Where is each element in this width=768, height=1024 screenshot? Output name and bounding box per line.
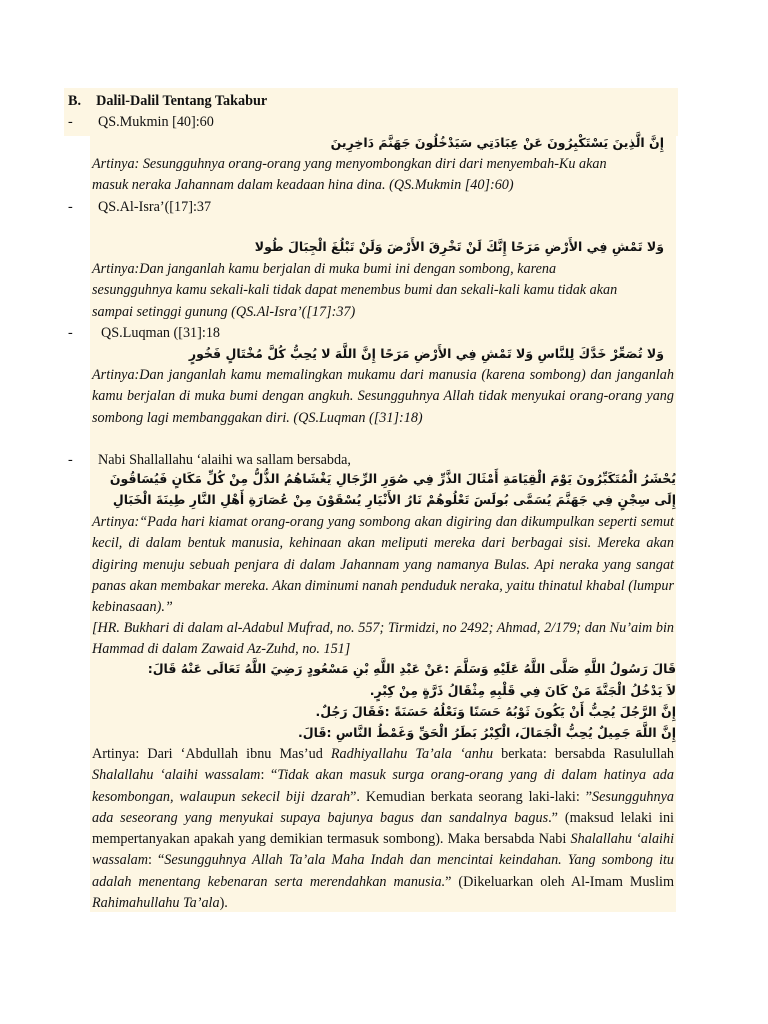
verse-ref-luqman: - QS.Luqman ([31]:18 [68, 325, 221, 341]
translation-luqman: Artinya:Dan janganlah kamu memalingkan mukamu dari manusia (karena sombong) dan janganlah kamu berjalan di muka bumi dengan angkuh. Sesungguhnya Allah tidak menyukai orang-orang yang sombong lagi membanggakan diri. (QS.Luqman ([31]:18) [92, 367, 674, 426]
arabic-mukmin: إِنَّ الَّذِينَ يَسْتَكْبِرُونَ عَنْ عِبَادَتِي سَيَدْخُلُونَ جَهَنَّمَ دَاخِرِينَ [330, 135, 664, 150]
hadith1-arabic-1: يُحْشَرُ الْمُتَكَبِّرُونَ يَوْمَ الْقِيَامَةِ أَمْثَالَ الذَّرِّ فِي صُوَرِ الرِّجَالِ يَغْشَاهُمُ الذُّلُّ مِنْ كُلِّ مَكَانٍ فَيُسَاقُونَ [109, 471, 676, 486]
hadith1-source: [HR. Bukhari di dalam al-Adabul Mufrad, no. 557; Tirmidzi, no 2492; Ahmad, 2/179; dan Nu’aim bin Hammad di dalam Zawaid Az-Zuhd, no. 151] [92, 620, 674, 658]
arabic-isra: وَلا تَمْشِ فِي الأَرْضِ مَرَحًا إِنَّكَ لَنْ تَخْرِقَ الأَرْضَ وَلَنْ تَبْلُغَ الْجِبَالَ طُولا [254, 239, 664, 254]
section-title: Dalil-Dalil Tentang Takabur [96, 93, 268, 109]
translation-isra: Artinya:Dan janganlah kamu berjalan di muka bumi ini dengan sombong, karena sesungguhnya kamu sekali-kali tidak dapat menembus bumi dan sekali-kali kamu tidak akan sampai setinggi gunung (QS.Al-Isra’([17]:37) [92, 261, 618, 320]
hadith1-arabic-2: إِلَى سِجْنٍ فِي جَهَنَّمَ يُسَمَّى بُولَسَ تَعْلُوهُمْ نَارُ الأَنْيَارِ يُسْقَوْنَ مِنْ عُصَارَةِ أَهْلِ النَّارِ طِينَةَ الْخَبَالِ [112, 492, 676, 507]
hadith2-arabic-2: لاَ يَدْخُلُ الْجَنَّةَ مَنْ كَانَ فِي قَلْبِهِ مِثْقَالُ ذَرَّةٍ مِنْ كِبْرٍ. [369, 683, 676, 698]
hadith2-arabic-3: إِنَّ الرَّجُلَ يُحِبُّ أَنْ يَكُونَ ثَوْبُهُ حَسَنًا وَنَعْلُهُ حَسَنَةً :فَقَالَ رَجُلٌ. [315, 704, 676, 719]
hadith2-translation: Artinya: Dari ‘Abdullah ibnu Mas’ud Radhiyallahu Ta’ala ‘anhu berkata: bersabda Rasulullah Shalallahu ‘alaihi wassalam: “Tidak akan masuk surga orang-orang yang di dalam hatinya ada kesombongan, walaupun sekecil biji dzarah”. Kemudian berkata seorang laki-laki: ”Sesungguhnya ada seseorang yang menyukai supaya bajunya bagus dan sandalnya bagus.” (maksud lelaki ini mempertanyakan apakah yang demikian termasuk sombong). Maka bersabda Nabi Shalallahu ‘alaihi wassalam: “Sesungguhnya Allah Ta’ala Maha Indah dan mencintai keindahan. Yang sombong itu adalah menentang kebenaran serta merendahkan manusia.” (Dikeluarkan oleh Al-Imam Muslim Rahimahullahu Ta’ala). [92, 746, 675, 912]
section-letter: B. [68, 93, 82, 109]
translation-mukmin: Artinya: Sesungguhnya orang-orang yang menyombongkan diri dari menyembah-Ku akan masuk neraka Jahannam dalam keadaan hina dina. (QS.Mukmin [40]:60) [92, 156, 607, 194]
section-heading [68, 91, 267, 112]
hadith2-arabic-4: إِنَّ اللَّهَ جَمِيلٌ يُحِبُّ الْجَمَالَ، الْكِبْرُ بَطَرُ الْحَقِّ وَغَمْطُ النَّاسِ :قَالَ. [298, 725, 676, 740]
verse-ref-mukmin: - QS.Mukmin [40]:60 [68, 114, 214, 130]
hadith1-translation: Artinya:“Pada hari kiamat orang-orang yang sombong akan digiring dan dikumpulkan seperti semut kecil, di dalam bentuk manusia, kehinaan akan meliputi mereka dari berbagai sisi. Mereka akan digiring menuju sebuah penjara di dalam Jahannam yang namanya Bulas. Api neraka yang sangat panas akan membakar mereka. Akan diminumi nanah penduduk neraka, yaitu thinatul khabal (lumpur kebinasaan).” [92, 514, 674, 616]
verse-ref-isra: - QS.Al-Isra’([17]:37 [68, 199, 212, 215]
hadith-intro: - Nabi Shallallahu ‘alaihi wa sallam bersabda, [68, 452, 351, 468]
arabic-luqman: وَلا تُصَعِّرْ خَدَّكَ لِلنَّاسِ وَلا تَمْشِ فِي الأَرْضِ مَرَحًا إِنَّ اللَّهَ لا يُحِبُّ كُلَّ مُخْتَالٍ فَخُورٍ [188, 346, 664, 361]
hadith2-arabic-1: قَالَ رَسُولُ اللَّهِ صَلَّى اللَّهُ عَلَيْهِ وَسَلَّمَ :عَنْ عَبْدِ اللَّهِ بْنِ مَسْعُودٍ رَضِيَ اللَّهُ تَعَالَى عَنْهُ قَالَ: [147, 661, 676, 676]
